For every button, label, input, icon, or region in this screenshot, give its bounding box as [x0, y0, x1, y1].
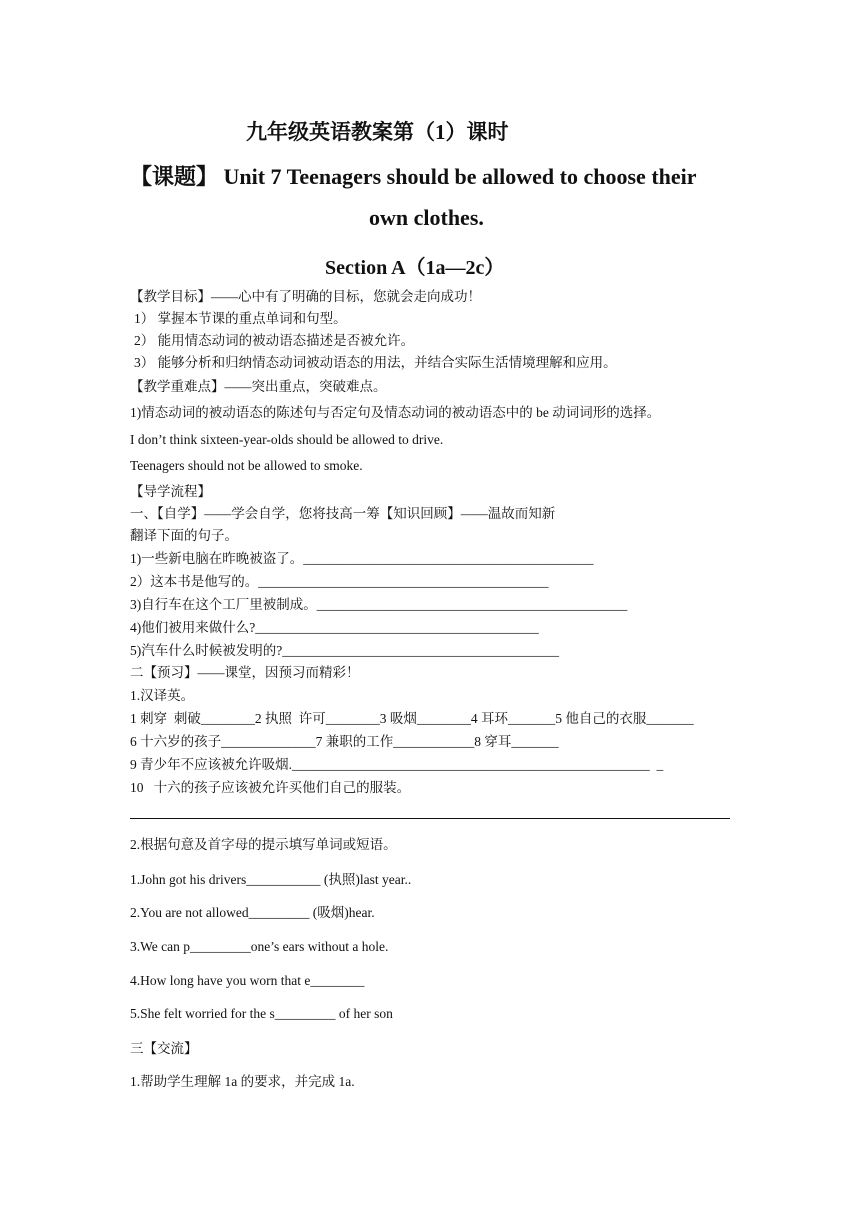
fill-item: 5.She felt worried for the s_________ of her son: [130, 1006, 393, 1021]
fill-item: 1.John got his drivers___________ (执照)last year..: [130, 872, 412, 887]
example-sentence: Teenagers should not be allowed to smoke.: [130, 458, 363, 473]
answer-line: [130, 818, 730, 819]
fill-item: 4.How long have you worn that e________: [130, 973, 365, 988]
vocab-line: 6 十六岁的孩子______________7 兼职的工作____________8 穿耳_______: [130, 734, 559, 749]
self-study-heading: 一、【自学】——学会自学，您将技高一筹【知识回顾】——温故而知新: [130, 506, 556, 521]
objective-item: 3） 能够分析和归纳情态动词被动语态的用法，并结合实际生活情境理解和应用。: [134, 355, 617, 370]
translate-item: 3)自行车在这个工厂里被制成。______________________________________________: [130, 597, 628, 612]
vocab-line: 10 十六的孩子应该被允许买他们自己的服装。: [130, 780, 411, 795]
translate-item: 1)一些新电脑在昨晚被盗了。___________________________________________: [130, 551, 594, 566]
translate-item: 4)他们被用来做什么?__________________________________________: [130, 620, 539, 635]
exchange-heading: 三【交流】: [130, 1041, 198, 1056]
vocab-line: 9 青少年不应该被允许吸烟._____________________________________________________ _: [130, 757, 664, 772]
objective-item: 2） 能用情态动词的被动语态描述是否被允许。: [134, 333, 415, 348]
exchange-item: 1.帮助学生理解 1a 的要求，并完成 1a.: [130, 1074, 355, 1089]
fill-item: 2.You are not allowed_________ (吸烟)hear.: [130, 905, 375, 920]
key-points-line: 1)情态动词的被动语态的陈述句与否定句及情态动词的被动语态中的 be 动词词形的选择。: [130, 405, 661, 420]
translate-prompt: 翻译下面的句子。: [130, 528, 238, 543]
objectives-heading: 【教学目标】——心中有了明确的目标，您就会走向成功！: [130, 289, 481, 304]
document-title: 九年级英语教案第（1）课时: [246, 120, 509, 144]
translate-item: 5)汽车什么时候被发明的?_________________________________________: [130, 643, 559, 658]
preview-subheading: 2.根据句意及首字母的提示填写单词或短语。: [130, 837, 397, 852]
section-heading: Section A（1a—2c）: [325, 257, 505, 279]
flow-heading: 【导学流程】: [130, 484, 211, 499]
example-sentence: I don’t think sixteen-year-olds should be allowed to drive.: [130, 432, 444, 447]
key-points-heading: 【教学重难点】——突出重点，突破难点。: [130, 379, 387, 394]
vocab-line: 1 刺穿 刺破________2 执照 许可________3 吸烟________4 耳环_______5 他自己的衣服_______: [130, 711, 694, 726]
preview-subheading: 1.汉译英。: [130, 688, 195, 703]
preview-heading: 二【预习】——课堂，因预习而精彩！: [130, 665, 360, 680]
translate-item: 2）这本书是他写的。___________________________________________: [130, 574, 549, 589]
objective-item: 1） 掌握本节课的重点单词和句型。: [134, 311, 347, 326]
lesson-title-line1: 【课题】 Unit 7 Teenagers should be allowed to choose their: [130, 164, 697, 189]
fill-item: 3.We can p_________one’s ears without a hole.: [130, 939, 389, 954]
lesson-title-line2: own clothes.: [369, 205, 484, 230]
